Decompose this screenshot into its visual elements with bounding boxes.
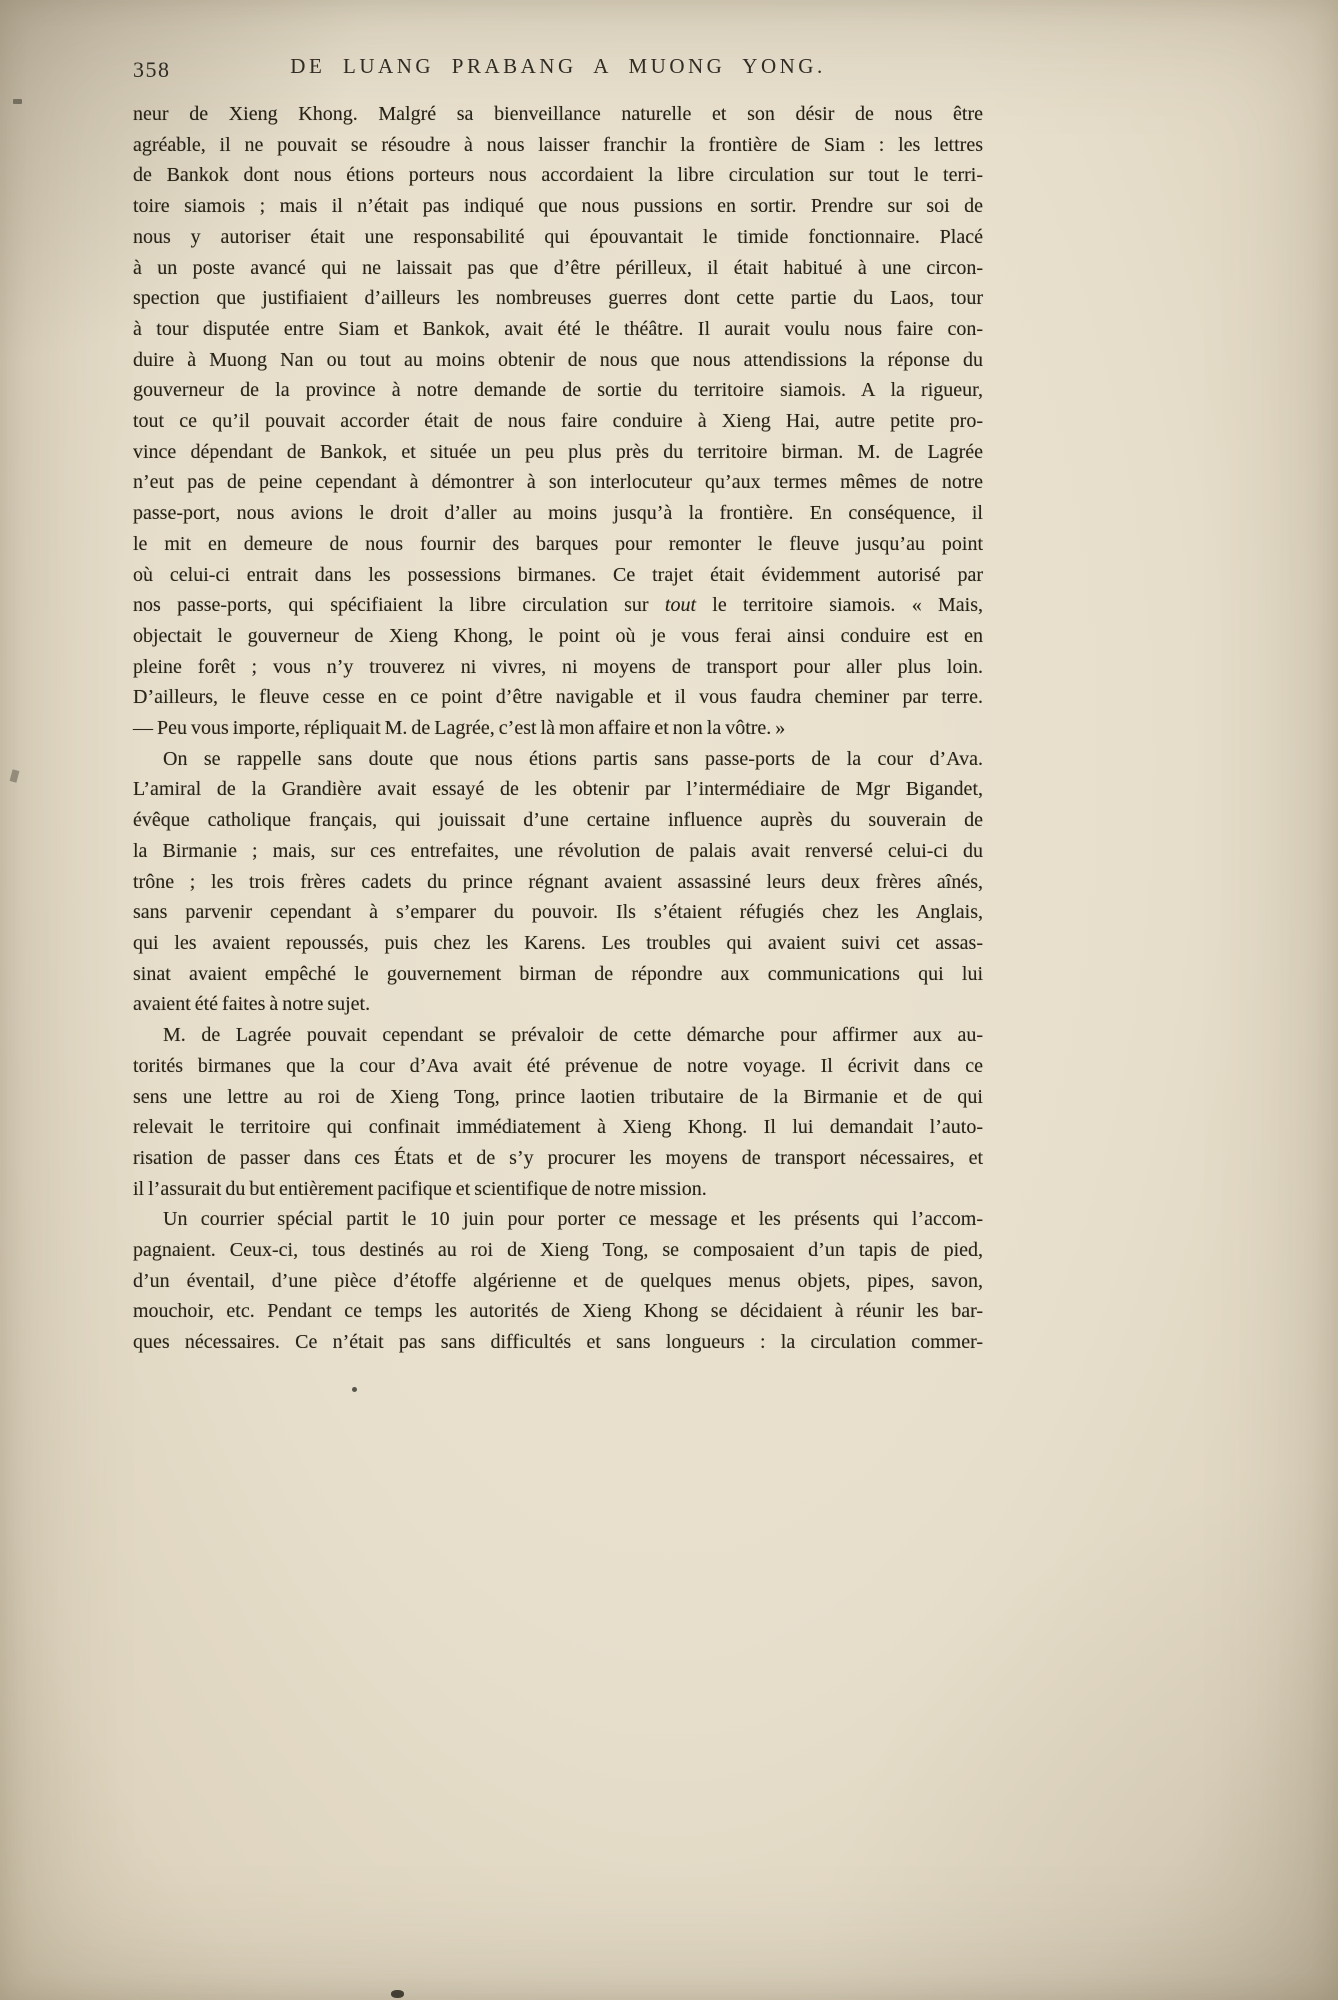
- text-line: risation de passer dans ces États et de s’y procurer les moyens de transport nécessaires, et: [133, 1146, 983, 1169]
- text-line: mouchoir, etc. Pendant ce temps les autorités de Xieng Khong se décidaient à réunir les bar-: [133, 1300, 983, 1323]
- text-line: avaient été faites à notre sujet.: [133, 993, 371, 1016]
- text-line: où celui-ci entrait dans les possessions birmanes. Ce trajet était évidemment autorisé par: [133, 563, 983, 586]
- running-title: DE LUANG PRABANG A MUONG YONG.: [290, 54, 826, 78]
- text-line: agréable, il ne pouvait se résoudre à nous laisser franchir la frontière de Siam : les lettres: [133, 133, 983, 156]
- ink-speck: [391, 1990, 404, 1998]
- text-line: M. de Lagrée pouvait cependant se prévaloir de cette démarche pour affirmer aux au-: [163, 1024, 983, 1047]
- text-line: passe-port, nous avions le droit d’aller au moins jusqu’à la frontière. En conséquence, il: [133, 502, 983, 525]
- text-line: sinat avaient empêché le gouvernement birman de répondre aux communications qui lui: [133, 962, 983, 985]
- text-line: pagnaient. Ceux-ci, tous destinés au roi de Xieng Tong, se composaient d’un tapis de pied,: [133, 1239, 983, 1262]
- text-line: d’un éventail, d’une pièce d’étoffe algérienne et de quelques menus objets, pipes, savon,: [133, 1269, 983, 1292]
- text-line: sans parvenir cependant à s’emparer du pouvoir. Ils s’étaient réfugiés chez les Anglais,: [133, 901, 983, 924]
- text-line: évêque catholique français, qui jouissait d’une certaine influence auprès du souverain de: [133, 809, 983, 832]
- ink-speck: [352, 1387, 357, 1392]
- text-line: objectait le gouverneur de Xieng Khong, le point où je vous ferai ainsi conduire est en: [133, 624, 983, 647]
- page-number: 358: [133, 57, 171, 82]
- text-line: pleine forêt ; vous n’y trouverez ni vivres, ni moyens de transport pour aller plus loin.: [133, 655, 983, 678]
- text-line: ques nécessaires. Ce n’était pas sans difficultés et sans longueurs : la circulation commer-: [133, 1331, 983, 1354]
- text-line: à un poste avancé qui ne laissait pas que d’être périlleux, il était habitué à une circon-: [133, 256, 983, 279]
- text-line: Un courrier spécial partit le 10 juin pour porter ce message et les présents qui l’accom-: [163, 1208, 983, 1231]
- paragraph: [133, 99, 983, 744]
- text-line: On se rappelle sans doute que nous étions partis sans passe-ports de la cour d’Ava.: [163, 747, 983, 770]
- scan-artifact: [13, 99, 22, 104]
- text-line: le mit en demeure de nous fournir des barques pour remonter le fleuve jusqu’au point: [133, 532, 983, 555]
- paragraph: [133, 744, 983, 1020]
- text-line: tout ce qu’il pouvait accorder était de nous faire conduire à Xieng Hai, autre petite pro-: [133, 410, 983, 433]
- text-line: de Bankok dont nous étions porteurs nous accordaient la libre circulation sur tout le terri-: [133, 164, 983, 187]
- page-header: [133, 54, 983, 88]
- text-line: gouverneur de la province à notre demande de sortie du territoire siamois. A la rigueur,: [133, 379, 983, 402]
- text-line: vince dépendant de Bankok, et située un peu plus près du territoire birman. M. de Lagrée: [133, 440, 983, 463]
- scan-artifact: [10, 769, 20, 782]
- text-line: spection que justifiaient d’ailleurs les nombreuses guerres dont cette partie du Laos, tour: [133, 287, 983, 310]
- text-line: la Birmanie ; mais, sur ces entrefaites, une révolution de palais avait renversé celui-ci du: [133, 839, 983, 862]
- text-line: — Peu vous importe, répliquait M. de Lagrée, c’est là mon affaire et non la vôtre. »: [133, 717, 786, 740]
- text-line: trône ; les trois frères cadets du prince régnant avaient assassiné leurs deux frères aînés,: [133, 870, 983, 893]
- text-line: L’amiral de la Grandière avait essayé de les obtenir par l’intermédiaire de Mgr Bigandet,: [133, 778, 983, 801]
- text-line: à tour disputée entre Siam et Bankok, avait été le théâtre. Il aurait voulu nous faire con-: [133, 317, 983, 340]
- text-line: il l’assurait du but entièrement pacifique et scientifique de notre mission.: [133, 1177, 707, 1200]
- text-line: neur de Xieng Khong. Malgré sa bienveillance naturelle et son désir de nous être: [133, 103, 983, 125]
- text-line: torités birmanes que la cour d’Ava avait été prévenue de notre voyage. Il écrivit dans ce: [133, 1054, 983, 1077]
- paragraph: [133, 1204, 983, 1358]
- text-line: n’eut pas de peine cependant à démontrer à son interlocuteur qu’aux termes mêmes de notre: [133, 471, 983, 494]
- paragraph: [133, 1020, 983, 1204]
- text-line: nos passe-ports, qui spécifiaient la libre circulation sur tout le territoire siamois. « Mais,: [133, 594, 983, 617]
- text-line: qui les avaient repoussés, puis chez les Karens. Les troubles qui avaient suivi cet assas-: [133, 931, 983, 954]
- text-line: nous y autoriser était une responsabilité qui épouvantait le timide fonctionnaire. Placé: [133, 225, 983, 248]
- text-line: sens une lettre au roi de Xieng Tong, prince laotien tributaire de la Birmanie et de qui: [133, 1085, 983, 1108]
- text-line: duire à Muong Nan ou tout au moins obtenir de nous que nous attendissions la réponse du: [133, 348, 983, 371]
- text-line: toire siamois ; mais il n’était pas indiqué que nous pussions en sortir. Prendre sur soi de: [133, 195, 983, 218]
- text-line: relevait le territoire qui confinait immédiatement à Xieng Khong. Il lui demandait l’auto-: [133, 1116, 983, 1139]
- page-body: [133, 99, 983, 1358]
- text-line: D’ailleurs, le fleuve cesse en ce point d’être navigable et il vous faudra cheminer par terre.: [133, 686, 983, 709]
